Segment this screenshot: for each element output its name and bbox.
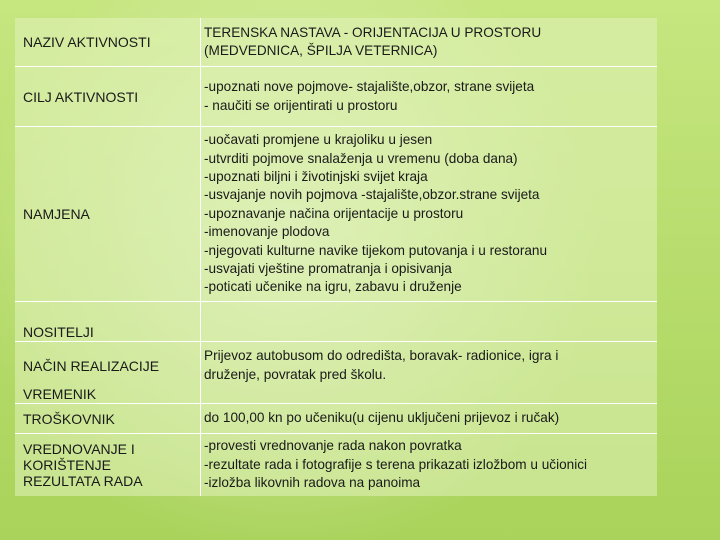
row-value: Prijevoz autobusom do odredišta, boravak- radionice, igra i druženje, povratak pred školu. [204, 348, 559, 382]
table-row [15, 126, 657, 301]
row-label: VREMENIK [23, 386, 97, 402]
row-label: NAMJENA [23, 206, 90, 222]
row-value: -upoznati nove pojmove- stajalište,obzor, strane svijeta - naučiti se orijentirati u prostoru [204, 79, 535, 113]
row-value: -uočavati promjene u krajoliku u jesen -utvrditi pojmove snalaženja u vremenu (doba dana) -upoznati biljni i životinjski svijet kraja -usvajanje novih pojmova -stajalište,obzor.strane svijeta -upoznavanje načina orijentacije u prostoru -imenovanje plodova -njegovati kulturne navike tijekom putovanja i u restoranu -usvajati vještine promatranja i opisivanja -poticati učenike na igru, zabavu i druženje [204, 132, 548, 295]
table-row [15, 301, 657, 341]
row-label: NOSITELJI [23, 324, 94, 340]
table-row [15, 341, 657, 389]
activity-table [15, 18, 657, 496]
table-row [15, 386, 657, 403]
table-row [15, 433, 657, 496]
table-row [15, 66, 657, 126]
row-value: -provesti vrednovanje rada nakon povratka -rezultate rada i fotografije s terena prikazati izložbom u učionici -izložba likovnih radova na panoima [204, 438, 588, 491]
table-row [15, 403, 657, 433]
row-label: NAČIN REALIZACIJE [23, 357, 160, 374]
row-value: do 100,00 kn po učeniku(u cijenu uključeni prijevoz i ručak) [204, 410, 560, 426]
row-value: TERENSKA NASTAVA - ORIJENTACIJA U PROSTORU (MEDVEDNICA, ŠPILJA VETERNICA) [204, 24, 542, 58]
table-row [15, 18, 657, 66]
row-label: NAZIV AKTIVNOSTI [23, 34, 151, 50]
row-label: TROŠKOVNIK [23, 410, 115, 427]
row-label: VREDNOVANJE I KORIŠTENJE REZULTATA RADA [23, 441, 143, 489]
row-label: CILJ AKTIVNOSTI [23, 88, 139, 105]
row-value [201, 302, 657, 341]
